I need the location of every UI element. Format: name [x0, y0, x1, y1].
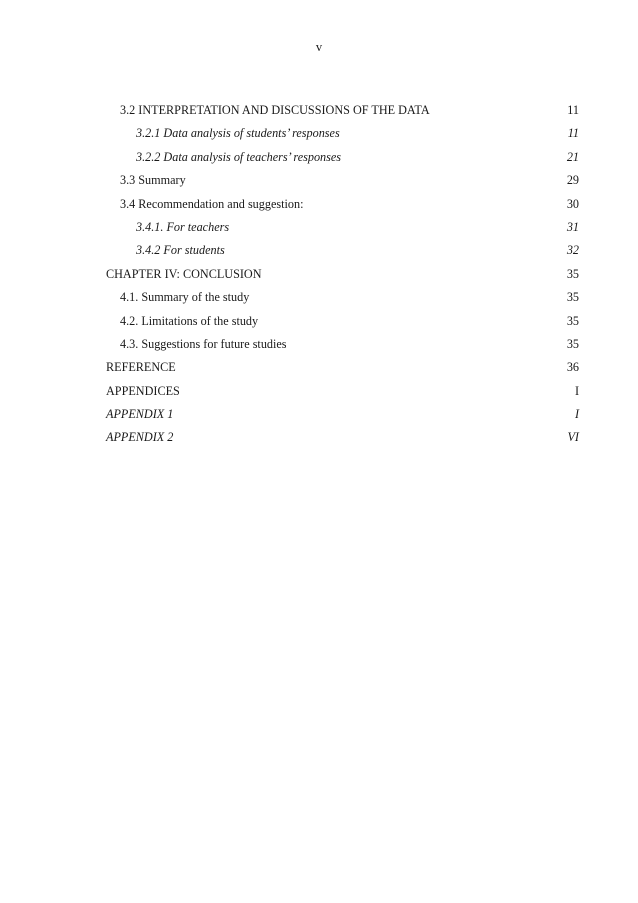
toc-entry-chapter-iv[interactable]	[106, 265, 579, 288]
toc-entry-3-4-2[interactable]	[106, 241, 579, 264]
toc-entry-appendix-2[interactable]	[106, 428, 579, 451]
toc-entry-3-4-1[interactable]	[106, 218, 579, 241]
page-number: v	[315, 40, 323, 54]
toc-entry-title: 3.2.1 Data analysis of students’ responses	[136, 126, 340, 141]
toc-entry-page: 11	[567, 126, 579, 141]
toc-entry-appendices[interactable]	[106, 382, 579, 405]
toc-entry-title: 3.3 Summary	[120, 173, 186, 188]
toc-entry-3-2-2[interactable]	[106, 148, 579, 171]
toc-entry-title: 4.2. Limitations of the study	[120, 313, 259, 328]
toc-entry-4-3[interactable]	[106, 335, 579, 358]
toc-entry-3-3[interactable]	[106, 171, 579, 194]
toc-entry-title: 3.4.1. For teachers	[136, 219, 230, 234]
toc-entry-title: 3.4.2 For students	[136, 243, 225, 258]
toc-entry-title: 3.2 INTERPRETATION AND DISCUSSIONS OF THE DATA	[120, 103, 430, 117]
toc-entry-title: 4.1. Summary of the study	[120, 290, 250, 305]
toc-entry-page: VI	[567, 430, 579, 445]
toc-entry-title: 4.3. Suggestions for future studies	[120, 336, 287, 351]
toc-entry-page: 29	[566, 173, 579, 188]
toc-entry-title: REFERENCE	[106, 360, 176, 375]
toc-entry-page: 35	[566, 313, 579, 328]
toc-entry-3-4[interactable]	[106, 195, 579, 218]
toc-entry-title: APPENDIX 1	[106, 407, 174, 422]
toc-entry-reference[interactable]	[106, 358, 579, 381]
toc-entry-page: 36	[566, 360, 579, 375]
toc-entry-4-2[interactable]	[106, 312, 579, 335]
toc-entry-page: 30	[566, 196, 579, 211]
toc-entry-page: I	[574, 383, 579, 398]
toc-entry-page: I	[574, 407, 579, 422]
toc-entry-page: 21	[566, 149, 579, 164]
toc-entry-appendix-1[interactable]	[106, 405, 579, 428]
toc-entry-title: 3.4 Recommendation and suggestion:	[120, 196, 304, 211]
toc-entry-title: APPENDIX 2	[106, 430, 174, 445]
toc-entry-title: 3.2.2 Data analysis of teachers’ responses	[136, 149, 342, 164]
toc-entry-title: CHAPTER IV: CONCLUSION	[106, 266, 262, 281]
toc-entry-page: 32	[566, 243, 579, 258]
toc-entry-4-1[interactable]	[106, 288, 579, 311]
toc-entry-3-2-1[interactable]	[106, 124, 579, 147]
toc-entry-page: 31	[566, 219, 579, 234]
toc-entry-3-2[interactable]	[106, 101, 579, 124]
toc-entry-page: 35	[566, 266, 579, 281]
toc-entry-page: 35	[566, 336, 579, 351]
table-of-contents	[106, 101, 579, 452]
toc-entry-title: APPENDICES	[106, 383, 180, 398]
toc-entry-page: 35	[566, 290, 579, 305]
toc-entry-page: 11	[567, 103, 579, 117]
